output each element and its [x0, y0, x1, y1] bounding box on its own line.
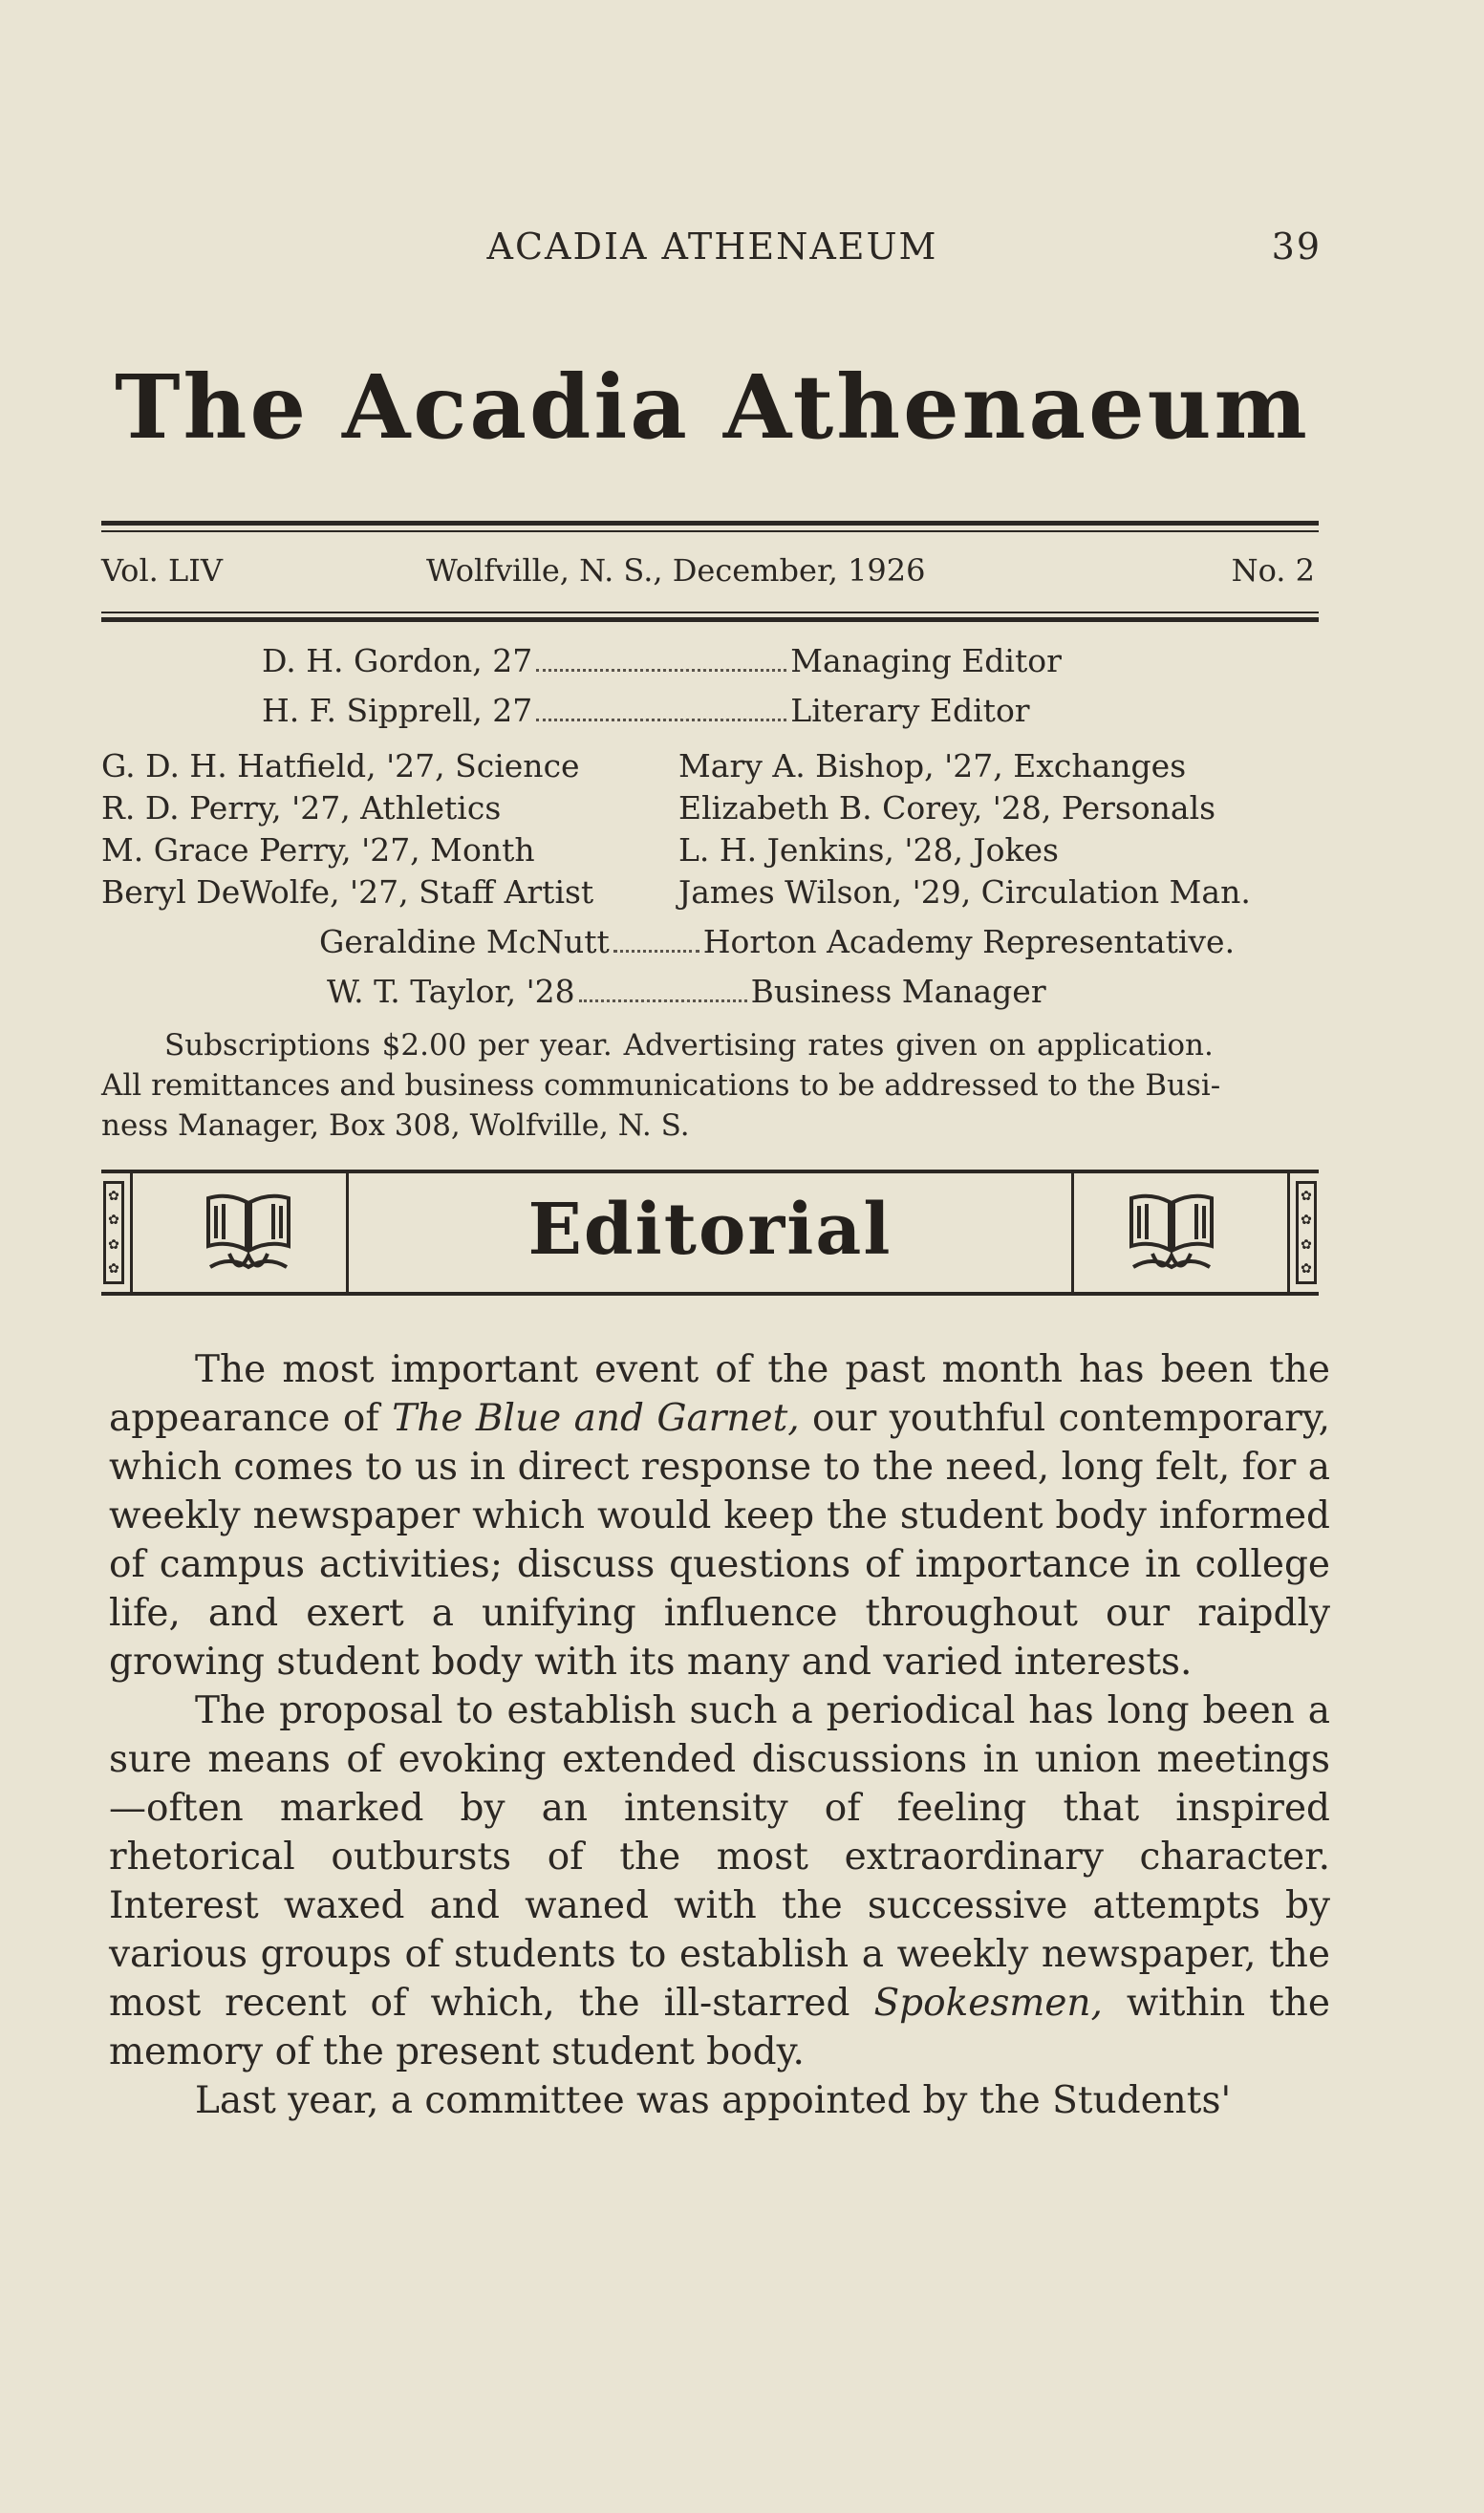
section-title: Editorial — [527, 1189, 893, 1271]
running-head-title: ACADIA ATHENAEUM — [486, 226, 938, 268]
editor-role: Managing Editor — [790, 642, 1062, 679]
staff-entry: G. D. H. Hatfield, '27, Science — [101, 747, 580, 784]
editor-line — [262, 642, 1062, 679]
paragraph-text: The most important event of the past month has been the appearance of — [109, 1348, 1330, 1440]
staff-entry: Mary A. Bishop, '27, Exchanges — [678, 747, 1187, 784]
issue-rule-thin — [101, 612, 1319, 613]
editor-role: Literary Editor — [790, 692, 1030, 729]
issue-number: No. 2 — [1231, 552, 1315, 589]
editor-line — [319, 923, 1235, 960]
editor-name: Geraldine McNutt — [319, 923, 610, 960]
dot-leader — [536, 668, 786, 672]
subscription-line: ness Manager, Box 308, Wolfville, N. S. — [101, 1108, 690, 1143]
staff-entry: James Wilson, '29, Circulation Man. — [678, 873, 1251, 911]
paragraph-italic: Spokesmen, — [873, 1982, 1103, 2025]
subscription-notice — [101, 1025, 1324, 1146]
staff-entry: Beryl DeWolfe, '27, Staff Artist — [101, 873, 594, 911]
issue-line — [101, 552, 1319, 596]
subscription-line: All remittances and business communications to be addressed to the Busi- — [101, 1068, 1221, 1103]
page-number: 39 — [1271, 226, 1322, 268]
volume: Vol. LIV — [101, 552, 224, 589]
masthead-rule-thin — [101, 530, 1319, 532]
banner-divider — [1071, 1173, 1074, 1292]
open-book-icon — [1124, 1187, 1219, 1282]
paragraph-text: within the memory of the present student body. — [109, 1982, 1330, 2073]
ornament-strip-icon: ✿ ✿ ✿ ✿ — [1296, 1181, 1317, 1284]
editor-name: H. F. Sipprell, 27 — [262, 692, 533, 729]
open-book-icon — [201, 1187, 296, 1282]
staff-entry: R. D. Perry, '27, Athletics — [101, 789, 502, 827]
article-body — [109, 1345, 1330, 2125]
dot-leader — [613, 949, 699, 953]
staff-right-column — [678, 745, 1251, 913]
staff-entry: L. H. Jenkins, '28, Jokes — [678, 831, 1059, 869]
editor-line — [327, 973, 1046, 1010]
paragraph — [109, 1345, 1330, 1686]
place-date: Wolfville, N. S., December, 1926 — [426, 552, 926, 589]
ornament-strip-icon: ✿ ✿ ✿ ✿ — [103, 1181, 124, 1284]
masthead: The Acadia Athenaeum — [115, 355, 1310, 459]
paragraph-text: our youthful contemporary, which comes to us in direct response to the need, long felt, for a weekly newspaper which would keep the student body informed of campus activities; discuss questions of importance in college life, and exert a unifying influence throughout our raipdly growing student body with its many and varied interests. — [109, 1397, 1330, 1684]
dot-leader — [536, 718, 786, 721]
paragraph: Last year, a committee was appointed by the Students' — [195, 2079, 1232, 2122]
staff-entry: M. Grace Perry, '27, Month — [101, 831, 535, 869]
banner-divider — [346, 1173, 349, 1292]
paragraph-italic: The Blue and Garnet, — [392, 1397, 800, 1440]
subscription-line: Subscriptions $2.00 per year. Advertising rates given on application. — [164, 1028, 1214, 1063]
editor-role: Business Manager — [750, 973, 1046, 1010]
editor-role: Horton Academy Representative. — [702, 923, 1236, 960]
staff-entry: Elizabeth B. Corey, '28, Personals — [678, 789, 1216, 827]
issue-rule-thick — [101, 617, 1319, 622]
paragraph-text: The proposal to establish such a periodical has long been a sure means of evoking extended discussions in union meetings—often marked by an intensity of feeling that inspired rhetorical outbursts of the most extraordinary character. Interest waxed and waned with the successive attempts by various groups of students to establish a weekly newspaper, the most recent of which, the ill-starred — [109, 1689, 1330, 2025]
editor-line — [262, 692, 1030, 729]
dot-leader — [579, 999, 747, 1002]
editor-name: D. H. Gordon, 27 — [262, 642, 533, 679]
staff-left-column — [101, 745, 593, 913]
running-head — [103, 226, 1322, 273]
masthead-rule-thick — [101, 521, 1319, 526]
banner-divider — [1287, 1173, 1290, 1292]
paragraph — [109, 1686, 1330, 2076]
editor-name: W. T. Taylor, '28 — [327, 973, 575, 1010]
editorial-banner — [101, 1170, 1319, 1296]
banner-divider — [130, 1173, 133, 1292]
